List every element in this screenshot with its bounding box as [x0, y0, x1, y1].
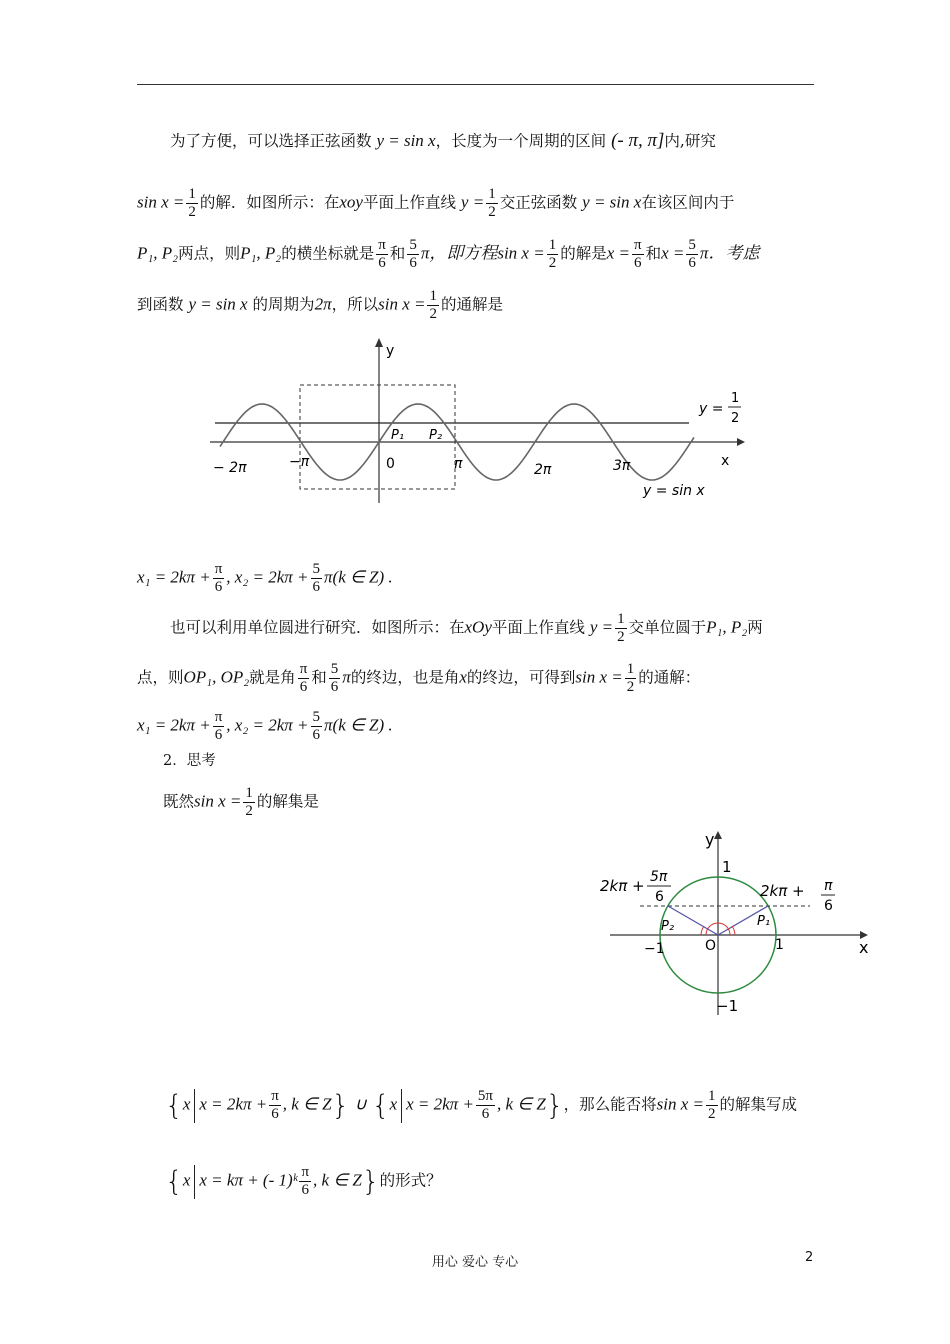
math: xoy — [339, 192, 363, 212]
math: y = — [589, 617, 614, 637]
point-label: P₁ — [757, 914, 771, 929]
para2-line1 — [170, 611, 763, 646]
point-label: P₂ — [661, 919, 675, 934]
math: sin x = — [656, 1094, 705, 1114]
text: 既然 — [163, 792, 195, 811]
math: sin x = — [497, 243, 545, 263]
text: 两点，则 — [178, 244, 241, 263]
unit-circle-graph — [595, 825, 880, 1020]
fraction-half: $\frac{1}{2}$ — [626, 661, 635, 695]
set-bar — [194, 1165, 195, 1199]
brace-open: { — [165, 1088, 183, 1122]
fraction-5-6: $\frac{5}{6}$ — [409, 237, 417, 271]
set-bar — [401, 1089, 402, 1123]
y-axis-arrow — [714, 831, 722, 839]
math: π(k ∈ Z) . — [324, 715, 393, 735]
num-5pi: 5π — [650, 869, 668, 885]
section2-title: 2．思考 — [163, 753, 216, 769]
math: sin x = — [137, 192, 185, 212]
set-line1 — [165, 1088, 797, 1123]
den-6: 6 — [655, 889, 664, 905]
math: π — [342, 667, 351, 687]
y-axis-label: y — [386, 343, 395, 359]
tick-label: 3π — [613, 458, 631, 474]
fraction-5-6: $\frac{5}{6}$ — [330, 661, 339, 695]
set-line2 — [165, 1164, 442, 1199]
text: ，长度为一个周期的区间 — [435, 132, 607, 150]
op2 — [668, 906, 718, 935]
text: 为了方便，可以选择正弦函数 — [170, 132, 372, 150]
text: 和 — [311, 668, 327, 687]
math: y = sin x — [188, 294, 248, 314]
text: 也可以利用单位圆进行研究．如图所示：在 — [170, 618, 465, 637]
text: 交正弦函数 — [499, 193, 578, 212]
para1-line2 — [137, 186, 734, 221]
fraction-half: $\frac{1}{2}$ — [708, 1088, 716, 1122]
fraction-half: $\frac{1}{2}$ — [245, 785, 253, 819]
text: 的周期为 — [252, 295, 315, 314]
num-pi: π — [824, 878, 833, 894]
page-number: 2 — [805, 1250, 814, 1265]
y-axis-label: y — [705, 830, 715, 849]
math: sin x = — [378, 294, 426, 314]
tick-label: − 2π — [213, 460, 247, 476]
brace-close: } — [331, 1088, 350, 1122]
para1-line3 — [137, 237, 759, 272]
text: 内,研究 — [664, 132, 716, 150]
text: 点，则 — [137, 668, 184, 687]
set-bar — [194, 1089, 195, 1123]
solution1 — [137, 561, 393, 596]
math: π，即方程 — [420, 243, 498, 263]
math: x = — [606, 243, 630, 263]
fraction-half: $\frac{1}{2}$ — [617, 611, 625, 645]
math: x — [182, 1094, 191, 1114]
half-den: 2 — [731, 411, 740, 426]
fraction-pi-6: $\frac{\pi}{6}$ — [271, 1088, 279, 1122]
y-axis-arrow — [375, 338, 383, 347]
text: 在该区间内于 — [641, 193, 735, 212]
fraction-half: $\frac{1}{2}$ — [488, 186, 496, 220]
math: y = — [460, 192, 485, 212]
math: x = 2kπ + — [199, 1094, 268, 1114]
fraction-pi-6: $\frac{\pi}{6}$ — [634, 237, 642, 271]
tick-label: −π — [289, 454, 310, 470]
math: y = sin x — [582, 192, 642, 212]
text: 平面上作直线 — [491, 618, 585, 637]
text: 平面上作直线 — [362, 193, 456, 212]
text: 的终边，也是角 — [350, 668, 460, 687]
text: 两 — [747, 618, 763, 637]
para2-line2 — [137, 661, 700, 696]
math: P₁, P₂ — [706, 617, 748, 637]
fraction-half: $\frac{1}{2}$ — [548, 237, 557, 271]
text: 和 — [645, 244, 662, 263]
fraction-5-6: $\frac{5}{6}$ — [312, 709, 321, 743]
footer: 用心 爱心 专心 — [431, 1255, 519, 1270]
fraction-5-6: $\frac{5}{6}$ — [688, 237, 696, 271]
math: π．考虑 — [699, 243, 760, 263]
math: x — [182, 1170, 191, 1190]
origin-label: O — [705, 938, 717, 954]
math: , x₂ = 2kπ + — [226, 567, 309, 587]
fraction-pi-6: $\frac{\pi}{6}$ — [378, 237, 386, 271]
math: sin x = — [575, 667, 623, 687]
fraction-pi-6: $\frac{\pi}{6}$ — [214, 709, 223, 743]
text: 就是角 — [249, 668, 296, 687]
math: P₁, P₂ — [240, 243, 282, 263]
x-axis-label: x — [721, 453, 730, 469]
label-one-right: 1 — [775, 937, 784, 953]
math-union: ∪ — [354, 1094, 367, 1114]
label-5pi-6: 2kπ + — [600, 877, 645, 895]
math: x₁ = 2kπ + — [137, 567, 211, 587]
den-6: 6 — [824, 898, 833, 914]
text: 的解．如图所示：在 — [199, 193, 340, 212]
text: ，所以 — [331, 295, 379, 314]
text: 的解集是 — [256, 792, 319, 811]
solution2 — [137, 709, 393, 744]
math: , k ∈ Z — [497, 1094, 546, 1114]
math: sin x = — [194, 791, 242, 811]
para1-line4 — [137, 288, 503, 323]
header-rule — [137, 84, 814, 85]
math-interval: (- π, π] — [611, 130, 665, 151]
tick-label: 2π — [534, 462, 552, 478]
para1-line1 — [170, 130, 716, 152]
x-axis-arrow — [737, 438, 745, 446]
math: , k ∈ Z — [313, 1170, 362, 1190]
text: 的解集写成 — [719, 1095, 798, 1114]
math: π(k ∈ Z) . — [324, 567, 393, 587]
half-num: 1 — [731, 391, 740, 406]
fraction-pi-6: $\frac{\pi}{6}$ — [301, 1164, 310, 1198]
math: x = kπ + (- 1)ᵏ — [199, 1170, 298, 1190]
line-label: y = — [699, 401, 724, 417]
angle-arc — [701, 926, 704, 935]
math: , k ∈ Z — [282, 1094, 332, 1114]
math: , x₂ = 2kπ + — [226, 715, 309, 735]
text: 的通解： — [638, 668, 701, 687]
text: 到函数 — [137, 295, 184, 314]
math: x₁ = 2kπ + — [137, 715, 211, 735]
text: 交单位圆于 — [628, 618, 707, 637]
text: 的形式？ — [379, 1171, 442, 1190]
angle-arc — [732, 926, 735, 935]
label-pi-6: 2kπ + — [760, 882, 805, 900]
fraction-half: $\frac{1}{2}$ — [188, 186, 196, 220]
math: P₁, P₂ — [137, 243, 179, 263]
point-label: P₁ — [391, 428, 405, 443]
text: ，那么能否将 — [563, 1095, 657, 1114]
math: y = sin x — [376, 131, 436, 150]
fraction-pi-6: $\frac{\pi}{6}$ — [214, 561, 223, 595]
label-one-top: 1 — [722, 858, 732, 876]
fraction-5-6: $\frac{5}{6}$ — [312, 561, 321, 595]
fraction-pi-6: $\frac{\pi}{6}$ — [299, 661, 308, 695]
fraction-5pi-6: $\frac{5\pi}{6}$ — [477, 1088, 493, 1122]
math: x — [459, 667, 467, 687]
text: 的终边，可得到 — [466, 668, 576, 687]
math: 2π — [314, 294, 332, 314]
math: x — [389, 1094, 398, 1114]
math: x = 2kπ + — [406, 1094, 474, 1114]
label-neg-one-bottom: −1 — [716, 997, 739, 1015]
text: 的通解是 — [440, 295, 503, 314]
point-label: P₂ — [429, 428, 443, 443]
sine-graph — [205, 335, 750, 505]
tick-label: 0 — [386, 456, 395, 472]
text: 和 — [389, 244, 406, 263]
math: OP₁, OP₂ — [183, 667, 250, 687]
fraction-half: $\frac{1}{2}$ — [429, 288, 437, 322]
math: xOy — [464, 617, 492, 637]
curve-label: y = sin x — [643, 483, 705, 499]
x-axis-label: x — [859, 938, 869, 957]
text: 的横坐标就是 — [281, 244, 375, 263]
brace-open: { — [165, 1164, 183, 1198]
brace-close: } — [361, 1164, 380, 1198]
label-neg-one-left: −1 — [644, 941, 665, 957]
text: 的解是 — [560, 244, 607, 263]
math: x = — [661, 243, 685, 263]
brace-open: { — [371, 1088, 390, 1122]
section2-line1 — [163, 785, 319, 820]
tick-label: π — [454, 456, 463, 472]
brace-close: } — [545, 1088, 564, 1122]
